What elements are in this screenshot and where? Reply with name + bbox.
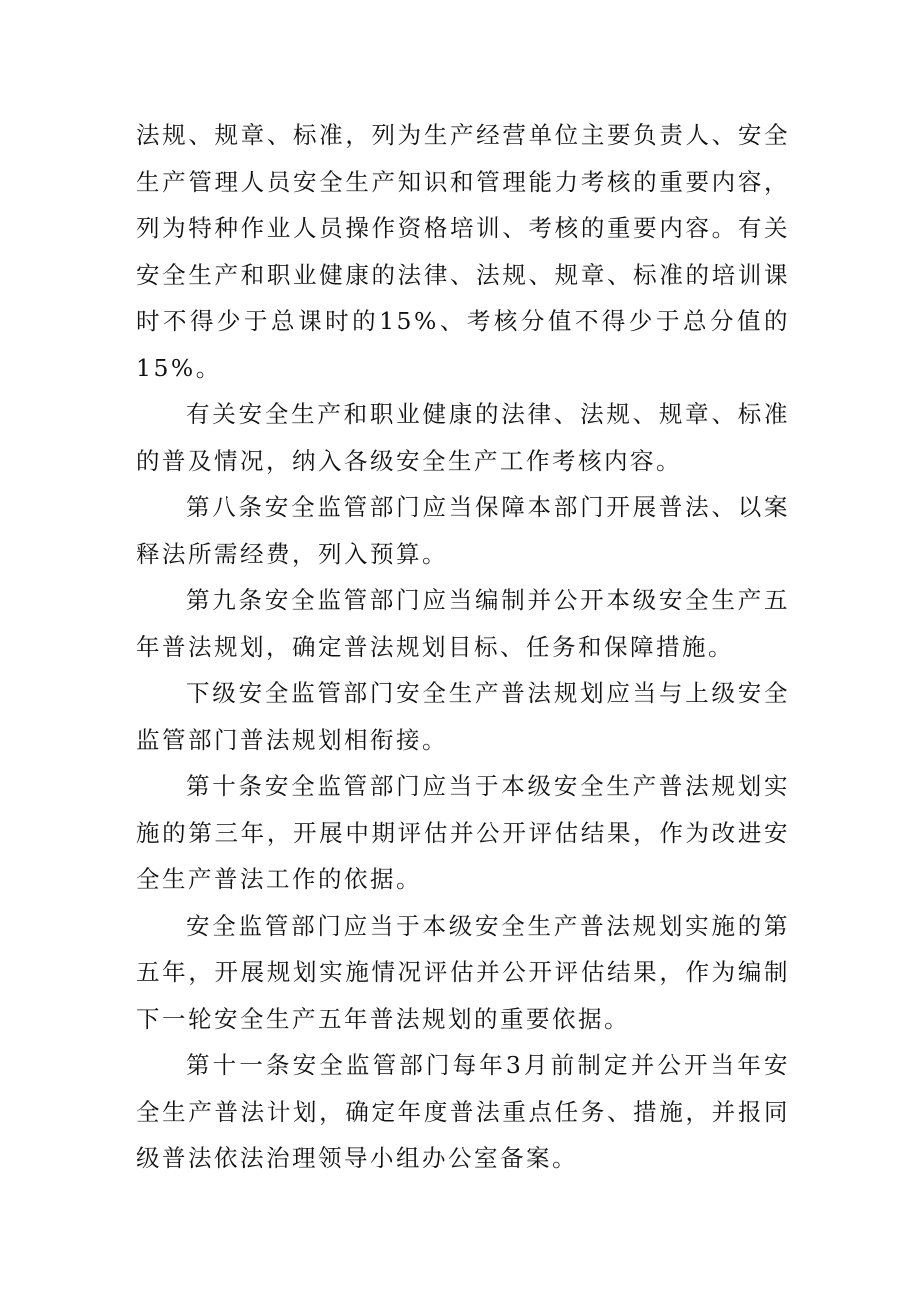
paragraph-5: 下级安全监管部门安全生产普法规划应当与上级安全监管部门普法规划相衔接。 <box>136 679 790 754</box>
paragraph-2: 有关安全生产和职业健康的法律、法规、规章、标准的普及情况，纳入各级安全生产工作考核内容。 <box>136 400 790 475</box>
paragraph-7: 安全监管部门应当于本级安全生产普法规划实施的第五年，开展规划实施情况评估并公开评估结果，作为编制下一轮安全生产五年普法规划的重要依据。 <box>136 911 790 1033</box>
document-body <box>136 112 790 1182</box>
paragraph-8: 第十一条安全监管部门每年3月前制定并公开当年安全生产普法计划，确定年度普法重点任务、措施，并报同级普法依法治理领导小组办公室备案。 <box>136 1051 790 1172</box>
paragraph-1: 法规、规章、标准，列为生产经营单位主要负责人、安全生产管理人员安全生产知识和管理能力考核的重要内容，列为特种作业人员操作资格培训、考核的重要内容。有关安全生产和职业健康的法律、法规、规章、标准的培训课时不得少于总课时的15%、考核分值不得少于总分值的15%。 <box>136 121 790 382</box>
paragraph-3: 第八条安全监管部门应当保障本部门开展普法、以案释法所需经费，列入预算。 <box>136 493 790 568</box>
paragraph-4: 第九条安全监管部门应当编制并公开本级安全生产五年普法规划，确定普法规划目标、任务和保障措施。 <box>136 586 790 661</box>
paragraph-6: 第十条安全监管部门应当于本级安全生产普法规划实施的第三年，开展中期评估并公开评估结果，作为改进安全生产普法工作的依据。 <box>136 772 790 893</box>
